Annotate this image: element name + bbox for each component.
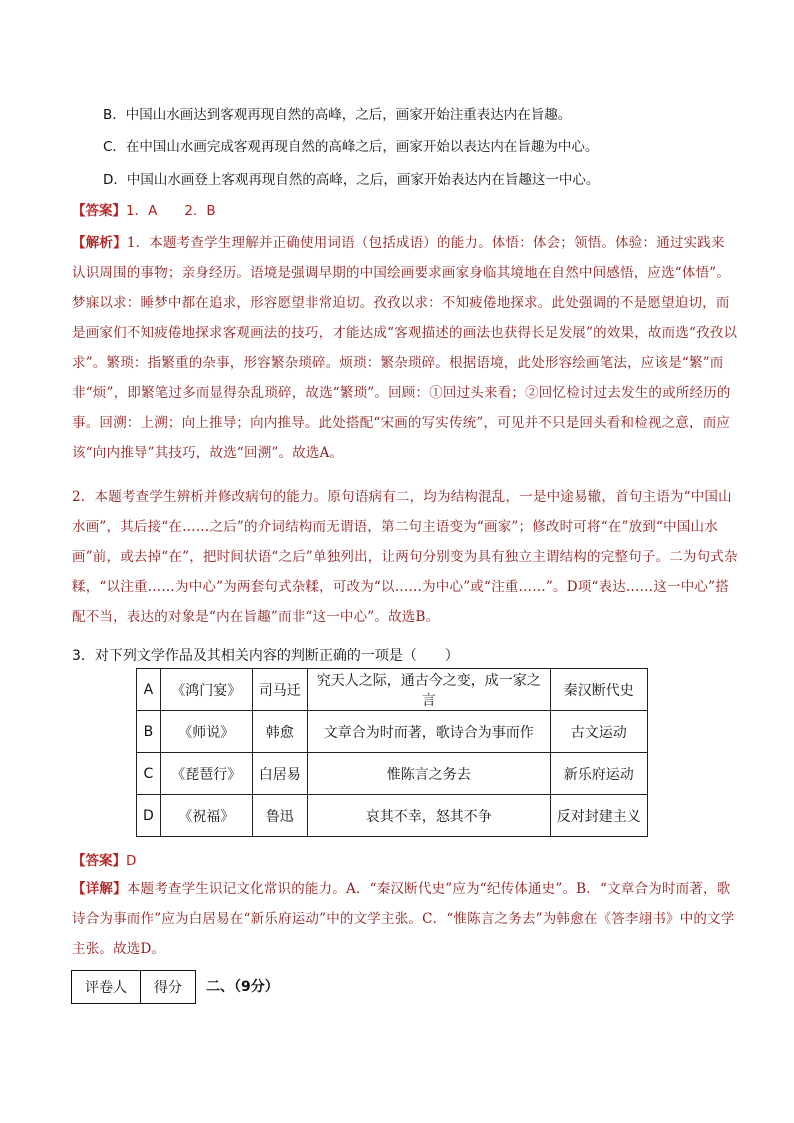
category: 秦汉断代史: [550, 669, 647, 711]
analysis-paragraph-2: [72, 482, 738, 632]
category: 新乐府运动: [550, 753, 647, 795]
content: 文章合为时而著，歌诗合为事而作: [307, 711, 550, 753]
literature-table: [136, 668, 648, 837]
author: 白居易: [252, 753, 307, 795]
score-cell: 得分: [141, 971, 196, 1004]
section-heading: 二、（9分）: [206, 979, 279, 995]
author: 韩愈: [252, 711, 307, 753]
row-letter: B: [137, 711, 161, 753]
analysis-paragraph-1: [72, 228, 738, 468]
grader-box: [71, 970, 196, 1004]
answer-label: 【答案】: [72, 853, 126, 869]
table-row: [137, 711, 648, 753]
content: 究天人之际，通古今之变，成一家之言: [307, 669, 550, 711]
analysis-text-1: 1．本题考查学生理解并正确使用词语（包括成语）的能力。体悟：体会；领悟。体验：通过实践来认识周围的事物；亲身经历。语境是强调早期的中国绘画要求画家身临其境地在自然中间感悟，应选“体悟”。梦寐以求：睡梦中都在追求，形容愿望非常迫切。孜孜以求：不知疲倦地探求。此处强调的不是愿望迫切，而是画家们不知疲倦地探求客观画法的技巧，才能达成“客观描述的画法也获得长足发展”的效果，故而选“孜孜以求”。繁琐：指繁重的杂事，形容繁杂琐碎。烦琐：繁杂琐碎。根据语境，此处形容绘画笔法，应该是“繁”而非“烦”，即繁笔过多而显得杂乱琐碎，故选“繁琐”。回顾：①回过头来看；②回忆检讨过去发生的或所经历的事。回溯：上溯；向上推导；向内推导。此处搭配“宋画的写实传统”，可见并不只是回头看和检视之意，而应该“向内推导”其技巧，故选“回溯”。故选A。: [72, 235, 738, 461]
answer-text: D: [126, 853, 137, 869]
detail-label: 【详解】: [72, 881, 127, 897]
author: 鲁迅: [252, 795, 307, 837]
answer-1-2: [72, 199, 216, 219]
author: 司马迁: [252, 669, 307, 711]
work-title: 《祝福》: [160, 795, 252, 837]
content: 惟陈言之务去: [307, 753, 550, 795]
detail-paragraph: [72, 874, 738, 964]
table-row: [137, 753, 648, 795]
analysis-label: 【解析】: [72, 235, 127, 251]
table-row: [137, 669, 648, 711]
row-letter: D: [137, 795, 161, 837]
detail-text: 本题考查学生识记文化常识的能力。A．“秦汉断代史”应为“纪传体通史”。B．“文章合为时而著，歌诗合为事而作”应为白居易在“新乐府运动”中的文学主张。C．“惟陈言之务去”为韩愈在《答李翊书》中的文学主张。故选D。: [72, 881, 735, 957]
row-letter: A: [137, 669, 161, 711]
analysis-text-2: 2．本题考查学生辨析并修改病句的能力。原句语病有二，均为结构混乱，一是中途易辙，首句主语为“中国山水画”，其后接“在……之后”的介词结构而无谓语，第二句主语变为“画家”；修改时可将“在”放到“中国山水画”前，或去掉“在”，把时间状语“之后”单独列出，让两句分别变为具有独立主谓结构的完整句子。二为句式杂糅，“以注重……为中心”为两套句式杂糅，可改为“以……为中心”或“注重……”。D项“表达……这一中心”搭配不当，表达的对象是“内在旨趣”而非“这一中心”。故选B。: [72, 489, 738, 625]
row-letter: C: [137, 753, 161, 795]
table-row: [137, 795, 648, 837]
answer-3: [72, 849, 136, 869]
question-3-stem: 3．对下列文学作品及其相关内容的判断正确的一项是（ ）: [72, 648, 459, 664]
option-b: B．中国山水画达到客观再现自然的高峰，之后，画家开始注重表达内在旨趣。: [103, 107, 572, 123]
option-d: D．中国山水画登上客观再现自然的高峰，之后，画家开始表达内在旨趣这一中心。: [103, 172, 600, 188]
reviewer-cell: 评卷人: [72, 971, 141, 1004]
work-title: 《鸿门宴》: [160, 669, 252, 711]
answer-text: 1．A 2．B: [126, 203, 216, 219]
work-title: 《琵琶行》: [160, 753, 252, 795]
option-c: C．在中国山水画完成客观再现自然的高峰之后，画家开始以表达内在旨趣为中心。: [103, 139, 599, 155]
category: 古文运动: [550, 711, 647, 753]
work-title: 《师说》: [160, 711, 252, 753]
answer-label: 【答案】: [72, 203, 126, 219]
content: 哀其不幸，怒其不争: [307, 795, 550, 837]
category: 反对封建主义: [550, 795, 647, 837]
